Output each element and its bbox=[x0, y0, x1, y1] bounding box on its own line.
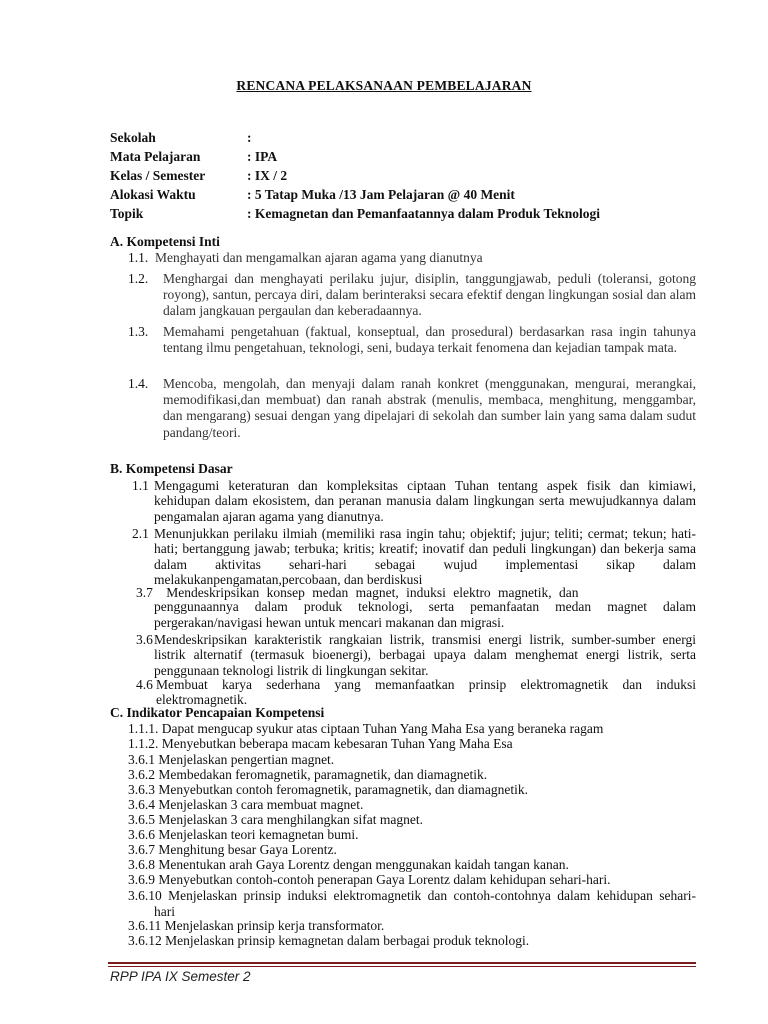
ki-text: Menghayati dan mengamalkan ajaran agama yang dianutnya bbox=[155, 250, 483, 265]
indicator-item: 3.6.8 Menentukan arah Gaya Lorentz dengan menggunakan kaidah tangan kanan. bbox=[128, 857, 569, 872]
kd-text: Mendeskripsikan karakteristik rangkaian listrik, transmisi energi listrik, sumber-sumber energi listrik alternatif (termasuk bioenergi), berbagai upaya dalam menghemat energi listrik, serta penggunaan teknologi listrik di lingkungan sekitar. bbox=[154, 632, 696, 678]
kd-text: Menunjukkan perilaku ilmiah (memiliki rasa ingin tahu; objektif; jujur; teliti; cermat; tekun; hati-hati; bertanggung jawab; terbuka; kritis; kreatif; inovatif dan peduli lingkungan) dan bekerja sama dalam aktivitas sehari-hari sebagai wujud implementasi sikap dalam melakukanpengamatan,percobaan, dan berdiskusi bbox=[154, 526, 696, 587]
kd-number: 3.6 bbox=[136, 632, 153, 647]
indicator-item: 1.1.1. Dapat mengucap syukur atas ciptaan Tuhan Yang Maha Esa yang beraneka ragam bbox=[128, 721, 604, 736]
info-row-sekolah bbox=[110, 128, 600, 147]
ki-item bbox=[128, 271, 696, 320]
kd-text-first: Mendeskripsikan konsep medan magnet, induksi elektro magnetik, dan bbox=[166, 585, 579, 600]
info-row-kelas bbox=[110, 166, 600, 185]
section-c-heading: C. Indikator Pencapaian Kompetensi bbox=[110, 705, 325, 720]
indicator-item: 1.1.2. Menyebutkan beberapa macam kebesaran Tuhan Yang Maha Esa bbox=[128, 736, 513, 751]
footer-text: RPP IPA IX Semester 2 bbox=[110, 969, 251, 984]
info-label: Mata Pelajaran bbox=[110, 149, 201, 164]
ki-text: Memahami pengetahuan (faktual, konseptual, dan prosedural) berdasarkan rasa ingin tahunya tentang ilmu pengetahuan, teknologi, seni, budaya terkait fenomena dan kejadian tampak mata. bbox=[163, 324, 696, 356]
indicator-item: 3.6.7 Menghitung besar Gaya Lorentz. bbox=[128, 842, 337, 857]
document-title: RENCANA PELAKSANAAN PEMBELAJARAN bbox=[236, 78, 532, 93]
kd-number: 2.1 bbox=[132, 526, 149, 541]
kd-item bbox=[136, 632, 696, 678]
info-label: Kelas / Semester bbox=[110, 168, 206, 183]
section-b-heading: B. Kompetensi Dasar bbox=[110, 461, 233, 476]
kd-text: Membuat karya sederhana yang memanfaatkan prinsip elektromagnetik dan induksi elektromagnetik. bbox=[156, 677, 696, 708]
indicator-item: 3.6.2 Membedakan feromagnetik, paramagnetik, dan diamagnetik. bbox=[128, 767, 488, 782]
info-row-topik bbox=[110, 204, 600, 223]
kd-item bbox=[132, 478, 696, 524]
info-label: Alokasi Waktu bbox=[110, 187, 196, 202]
info-row-mata-pelajaran bbox=[110, 147, 600, 166]
indicator-item: 3.6.5 Menjelaskan 3 cara menghilangkan sifat magnet. bbox=[128, 812, 424, 827]
indicator-item: 3.6.3 Menyebutkan contoh feromagnetik, paramagnetik, dan diamagnetik. bbox=[128, 782, 529, 797]
indicator-item: 3.6.1 Menjelaskan pengertian magnet. bbox=[128, 752, 335, 767]
info-value: : bbox=[247, 130, 252, 145]
ki-item bbox=[128, 324, 696, 356]
footer-rule bbox=[108, 962, 696, 964]
identity-block bbox=[110, 128, 600, 223]
info-label: Sekolah bbox=[110, 130, 156, 145]
ki-number: 1.3. bbox=[128, 324, 149, 339]
info-value: : 5 Tatap Muka /13 Jam Pelajaran @ 40 Menit bbox=[247, 187, 515, 202]
section-a-heading: A. Kompetensi Inti bbox=[110, 234, 220, 249]
kd-item bbox=[132, 526, 696, 587]
ki-item bbox=[128, 250, 696, 266]
kd-text: Mengagumi keteraturan dan kompleksitas ciptaan Tuhan tentang aspek fisik dan kimiawi, kehidupan dalam ekosistem, dan peranan manusia dalam lingkungan serta mewujudkannya dalam pengamalan ajaran agama yang dianutnya. bbox=[154, 478, 696, 524]
kd-item bbox=[136, 677, 696, 708]
info-row-alokasi bbox=[110, 185, 600, 204]
indicator-item: 3.6.12 Menjelaskan prinsip kemagnetan dalam berbagai produk teknologi. bbox=[128, 933, 530, 948]
ki-number: 1.4. bbox=[128, 376, 149, 391]
indicator-item: 3.6.11 Menjelaskan prinsip kerja transformator. bbox=[128, 918, 385, 933]
ki-number: 1.2. bbox=[128, 271, 149, 286]
info-value: : Kemagnetan dan Pemanfaatannya dalam Produk Teknologi bbox=[247, 206, 601, 221]
indicator-item: 3.6.4 Menjelaskan 3 cara membuat magnet. bbox=[128, 797, 364, 812]
indicator-item: 3.6.6 Menjelaskan teori kemagnetan bumi. bbox=[128, 827, 359, 842]
ki-text: Menghargai dan menghayati perilaku jujur, disiplin, tanggungjawab, peduli (toleransi, gotong royong), santun, percaya diri, dalam berinteraksi secara efektif dengan lingkungan sosial dan alam dalam jangkauan pergaulan dan keberadaannya. bbox=[163, 271, 696, 319]
ki-item bbox=[128, 376, 696, 441]
info-value: : IPA bbox=[247, 149, 278, 164]
kd-text-rest: penggunaannya dalam produk teknologi, serta pemanfaatan medan magnet dalam pergerakan/navigasi hewan untuk mencari makanan dan migrasi. bbox=[154, 599, 696, 630]
kd-number: 1.1 bbox=[132, 478, 149, 493]
kd-number: 4.6 bbox=[136, 677, 153, 692]
kd-number: 3.7 bbox=[136, 585, 153, 600]
info-value: : IX / 2 bbox=[247, 168, 288, 183]
info-label: Topik bbox=[110, 206, 144, 221]
indicator-item: 3.6.9 Menyebutkan contoh-contoh penerapan Gaya Lorentz dalam kehidupan sehari-hari. bbox=[128, 872, 611, 887]
ki-text: Mencoba, mengolah, dan menyaji dalam ranah konkret (menggunakan, mengurai, merangkai, memodifikasi,dan membuat) dan ranah abstrak (menulis, membaca, menghitung, menggambar, dan mengarang) sesuai dengan yang dipelajari di sekolah dan sumber lain yang sama dalam sudut pandang/teori. bbox=[163, 376, 696, 440]
ki-number: 1.1. bbox=[128, 250, 149, 265]
kd-item-3-7-first-line bbox=[136, 585, 579, 600]
indicator-item: 3.6.10 Menjelaskan prinsip induksi elektromagnetik dan contoh-contohnya dalam kehidupan sehari-hari bbox=[128, 888, 696, 919]
footer-rule-thin bbox=[108, 966, 696, 967]
